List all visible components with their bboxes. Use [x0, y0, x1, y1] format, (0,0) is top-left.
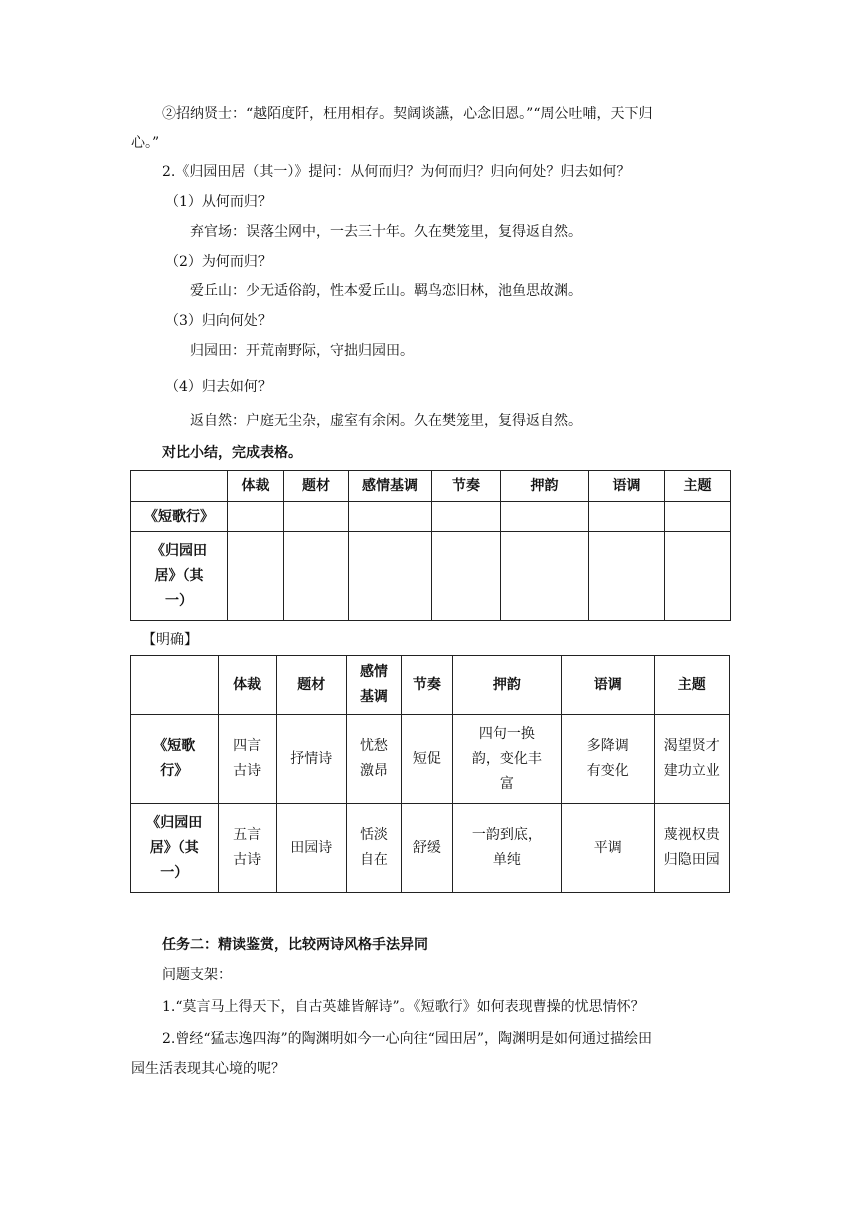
sub-question: （4）归去如何？ — [165, 379, 272, 395]
sub-question: （3）归向何处？ — [165, 313, 272, 329]
text-line: ②招纳贤士：“越陌度阡，枉用相存。契阔谈讌，心念旧恩。”“周公吐哺，天下归 — [162, 106, 653, 122]
sub-question: （1）从何而归？ — [165, 194, 272, 210]
cell-line: 恬淡 — [359, 827, 388, 843]
table-cell — [276, 804, 346, 893]
table-cell[interactable] — [501, 502, 589, 532]
cell-line: 押韵 — [492, 676, 521, 693]
row-label-line: 一） — [165, 592, 193, 609]
cell-line: 短促 — [412, 750, 441, 767]
cell-line: 一韵到底， — [471, 827, 542, 843]
cell-line: 多降调 — [586, 738, 629, 754]
row-label — [131, 532, 228, 621]
task2-question: 2.曾经“猛志逸四海”的陶渊明如今一心向往“园田居”，陶渊明是如何通过描绘田 — [162, 1031, 652, 1047]
table-cell[interactable] — [665, 532, 731, 621]
table-cell — [452, 804, 561, 893]
scaffold-label: 问题支架： — [162, 967, 232, 983]
cell-line: 田园诗 — [290, 839, 333, 856]
cell-line: 体裁 — [233, 676, 262, 693]
table-header-cell: 题材 — [284, 471, 349, 502]
table-cell[interactable] — [589, 502, 665, 532]
table-cell — [131, 471, 228, 502]
task2-question: 园生活表现其心境的呢？ — [131, 1061, 285, 1077]
table-header-cell: 押韵 — [501, 471, 589, 502]
compare-table — [130, 470, 731, 621]
answer-table — [130, 655, 730, 893]
table-cell — [452, 715, 561, 804]
cell-line: 五言 — [233, 827, 262, 843]
sub-question: （2）为何而归？ — [165, 254, 272, 270]
cell-line: 语调 — [593, 676, 622, 693]
cell-line: 感情 — [359, 664, 388, 680]
table-cell[interactable] — [228, 502, 284, 532]
table-header-cell: 语调 — [589, 471, 665, 502]
table-cell — [401, 715, 452, 804]
answer-header-row — [131, 656, 730, 715]
table-header-cell: 节奏 — [432, 471, 501, 502]
row-label-line: 居》（其 — [149, 839, 199, 856]
cell-line: 蔑视权贵 — [663, 827, 720, 843]
cell-line: 四言 — [233, 738, 262, 754]
cell-line: 有变化 — [586, 763, 629, 779]
table-header-cell — [452, 656, 561, 715]
table-cell[interactable] — [228, 532, 284, 621]
question-heading: 2.《归园田居（其一）》提问：从何而归？为何而归？归向何处？归去如何？ — [162, 164, 631, 180]
table-cell[interactable] — [432, 532, 501, 621]
table-cell — [131, 656, 219, 715]
sub-answer: 爱丘山：少无适俗韵，性本爱丘山。羁鸟恋旧林，池鱼思故渊。 — [190, 283, 582, 299]
row-label-line: 居》（其 — [154, 567, 204, 584]
cell-line: 古诗 — [233, 852, 262, 868]
sub-answer: 归园田：开荒南野际，守拙归园田。 — [190, 343, 414, 359]
table-header-cell: 体裁 — [228, 471, 284, 502]
table-header-row — [131, 471, 731, 502]
sub-answer: 弃官场：误落尘网中，一去三十年。久在樊笼里，复得返自然。 — [190, 224, 582, 240]
table-cell — [218, 715, 276, 804]
cell-line: 节奏 — [412, 676, 441, 693]
cell-line: 舒缓 — [412, 839, 441, 856]
answer-row — [131, 715, 730, 804]
table-cell[interactable] — [432, 502, 501, 532]
table-cell — [654, 804, 729, 893]
table-row — [131, 502, 731, 532]
answer-row — [131, 804, 730, 893]
table-cell[interactable] — [284, 532, 349, 621]
table-cell[interactable] — [349, 502, 432, 532]
cell-line: 激昂 — [359, 763, 388, 779]
answer-label: 【明确】 — [142, 632, 198, 648]
cell-line: 古诗 — [233, 763, 262, 779]
table-header-cell — [218, 656, 276, 715]
row-label-line: 《短歌 — [153, 738, 196, 754]
table-header-cell — [561, 656, 654, 715]
table-cell[interactable] — [665, 502, 731, 532]
text-line: 心。” — [131, 135, 160, 151]
table-cell — [346, 715, 401, 804]
table-cell — [561, 715, 654, 804]
row-label-line: 《归园田 — [146, 814, 203, 831]
table-cell[interactable] — [284, 502, 349, 532]
table-cell[interactable] — [501, 532, 589, 621]
sub-answer: 返自然：户庭无尘杂，虚室有余闲。久在樊笼里，复得返自然。 — [190, 413, 582, 429]
cell-line: 韵，变化丰 — [471, 750, 542, 767]
row-label — [131, 804, 219, 893]
table-cell — [401, 804, 452, 893]
table-cell — [346, 804, 401, 893]
table-cell — [218, 804, 276, 893]
compare-heading: 对比小结，完成表格。 — [162, 445, 302, 461]
cell-line: 主题 — [677, 676, 706, 693]
cell-line: 归隐田园 — [663, 852, 720, 868]
table-header-cell: 主题 — [665, 471, 731, 502]
row-label — [131, 715, 219, 804]
row-label: 《短歌行》 — [131, 502, 228, 532]
cell-line: 基调 — [359, 689, 388, 705]
task2-title: 任务二：精读鉴赏，比较两诗风格手法异同 — [162, 937, 428, 953]
table-header-cell — [654, 656, 729, 715]
cell-line: 四句一换 — [478, 725, 535, 742]
table-cell[interactable] — [349, 532, 432, 621]
cell-line: 平调 — [593, 839, 622, 856]
cell-line: 富 — [499, 775, 514, 792]
table-header-cell — [346, 656, 401, 715]
row-label-line: 行》 — [160, 763, 189, 779]
cell-line: 题材 — [297, 676, 326, 693]
table-row — [131, 532, 731, 621]
row-label-line: 《归园田 — [151, 542, 207, 559]
table-cell — [561, 804, 654, 893]
table-header-cell — [401, 656, 452, 715]
table-header-cell — [276, 656, 346, 715]
task2-question: 1.“莫言马上得天下，自古英雄皆解诗”。《短歌行》如何表现曹操的忧思情怀？ — [162, 999, 645, 1015]
cell-line: 建功立业 — [663, 763, 720, 779]
table-header-cell: 感情基调 — [349, 471, 432, 502]
cell-line: 忧愁 — [359, 738, 388, 754]
table-cell — [276, 715, 346, 804]
table-cell[interactable] — [589, 532, 665, 621]
cell-line: 单纯 — [492, 852, 521, 868]
row-label-line: 一） — [160, 864, 189, 881]
cell-line: 抒情诗 — [290, 750, 333, 767]
cell-line: 渴望贤才 — [663, 738, 720, 754]
cell-line: 自在 — [359, 852, 388, 868]
table-cell — [654, 715, 729, 804]
